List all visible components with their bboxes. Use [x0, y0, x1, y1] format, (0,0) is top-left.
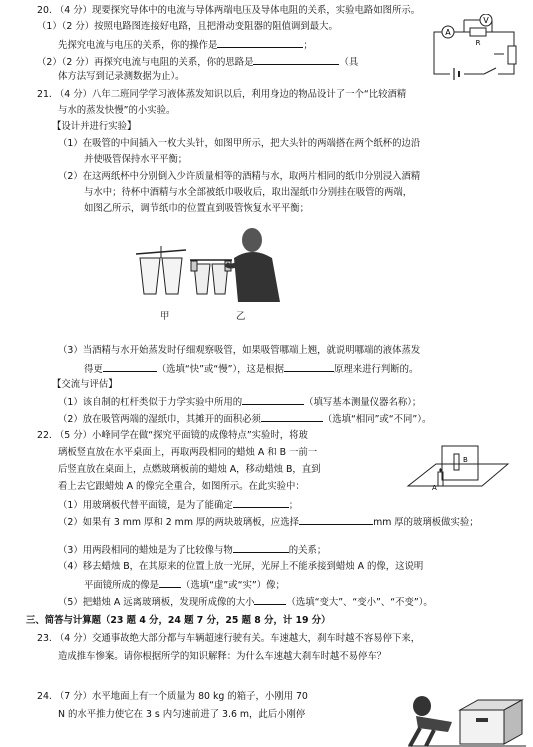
ammeter-label: A [445, 28, 451, 37]
wet-tissue-left [191, 261, 197, 271]
boy-legs [410, 728, 434, 746]
q23-line-1: 23. （4 分）交通事故绝大部分都与车辆超速行驶有关。车速越大，刹车时越不容易停下来， [37, 633, 421, 644]
candle-a-flame [439, 468, 442, 472]
answer-blank[interactable] [233, 542, 289, 553]
answer-blank[interactable] [299, 514, 373, 525]
voltmeter-label: V [483, 16, 489, 25]
rheostat-symbol [508, 46, 516, 64]
section-3-heading: 三、简答与计算题（23 题 4 分，24 题 7 分，25 题 8 分，计 19 分） [26, 615, 331, 626]
circuit-wire [434, 32, 514, 74]
answer-blank[interactable] [103, 361, 157, 372]
q21-step-1a: （1）在吸管的中间插入一枚大头针，如图甲所示，把大头针的两端搭在两个纸杯的边沿 [58, 138, 421, 149]
paper-cup-left [140, 258, 160, 294]
box-pushing-illustration [408, 692, 526, 747]
q20-line-1: 20. （4 分）现要探究导体中的电流与导体两端电压及导体电阻的关系，实验电路如图所示。 [37, 5, 421, 16]
q20-line-3: 先探究电流与电压的关系，你的操作是 ； [58, 37, 313, 52]
answer-blank[interactable] [261, 411, 323, 422]
q20-line-4: （2）（2 分）再探究电流与电阻的关系，你的思路是 （具 [37, 54, 358, 69]
lever-experiment-illustration [134, 224, 284, 312]
q21-eval-title: 【交流与评估】 [52, 379, 118, 390]
boy-head [413, 696, 431, 716]
answer-blank[interactable] [253, 54, 339, 65]
person-head [242, 228, 262, 252]
q21-line-1: 21. （4 分）八年二班同学学习液体蒸发知识以后，利用身边的物品设计了一个“比较酒精 [37, 89, 407, 100]
q24-line-1: 24. （7 分）水平地面上有一个质量为 80 kg 的箱子，小刚用 70 [37, 691, 308, 702]
q23-line-2: 造成推车惨案。请你根据所学的知识解释：为什么车速越大刹车时越不易停车？ [58, 651, 387, 662]
resistor-symbol [470, 28, 486, 36]
answer-blank[interactable] [254, 594, 286, 605]
q21-eval-1: （1）该自制的杠杆类似于力学实验中所用的 （填写基本测量仪器名称）； [58, 394, 421, 409]
resistor-label: R [475, 39, 481, 47]
q22-line-2: 璃板竖直放在水平桌面上，再取两段相同的蜡烛 A 和 B 一前一 [58, 447, 318, 458]
candle-b-label: B [463, 456, 468, 464]
q22-line-4: 看上去它跟蜡烛 A 的像完全重合，如图所示。在此实验中： [58, 481, 305, 492]
figure-label-a: 甲 [160, 311, 170, 322]
q21-step-2c: 如图乙所示，调节纸巾的位置直到吸管恢复水平平衡； [84, 203, 310, 214]
answer-blank[interactable] [159, 577, 181, 588]
q21-step-2a: （2）在这两纸杯中分别倒入少许质量相等的酒精与水，取两片相同的纸巾分别浸入酒精 [58, 171, 421, 182]
candle-a-label: A [432, 484, 437, 492]
q22-item-5: （5）把蜡烛 A 远离玻璃板，发现所成像的大小 （选填“变大”、“变小”、“不变”）。 [58, 594, 433, 609]
q21-step-2b: 与水中；待杯中酒精与水全部被纸巾吸收后，取出湿纸巾分别挂在吸管的两端， [84, 187, 413, 198]
q21-eval-2: （2）放在吸管两端的湿纸巾，其摊开的面积必须 （选填“相同”或“不同”）。 [58, 411, 431, 426]
paper-cup-right [162, 258, 182, 294]
q21-step-1b: 并使吸管保持水平平衡； [84, 154, 188, 165]
glass-plate [442, 446, 478, 480]
switch-gap [484, 70, 498, 78]
q20-line-2: （1）（2 分）按照电路图连接好电路，且把滑动变阻器的阻值调到最大。 [37, 21, 338, 32]
q22-item-4b: 平面镜所成的像是 （选填“虚”或“实”）像； [84, 577, 285, 592]
q22-line-3: 后竖直放在桌面上，点燃玻璃板前的蜡烛 A，移动蜡烛 B，直到 [58, 464, 321, 475]
q22-line-1: 22. （5 分）小峰同学在做“探究平面镜的成像特点”实验时，将玻 [37, 430, 308, 441]
q20-line-5: 体方法写到记录测数据为止）。 [58, 71, 185, 82]
plane-mirror-diagram [406, 440, 510, 502]
answer-blank[interactable] [233, 497, 289, 508]
q22-item-3: （3）用两段相同的蜡烛是为了比较像与物 的关系； [58, 542, 326, 557]
table-surface [408, 464, 508, 486]
battery-gap [450, 70, 464, 78]
person-arm [226, 264, 238, 266]
q24-line-2: N 的水平推力使它在 3 s 内匀速前进了 3.6 m，此后小刚停 [58, 709, 306, 720]
person-body [234, 252, 280, 302]
answer-blank[interactable] [284, 361, 334, 372]
q22-item-2: （2）如果有 3 mm 厚和 2 mm 厚的两块玻璃板，应选择 mm 厚的玻璃板做实验； [58, 514, 479, 529]
answer-blank[interactable] [217, 37, 303, 48]
circuit-diagram [428, 14, 520, 80]
q21-step-3b: 得更 （选填“快”或“慢”），这是根据 原理来进行判断的。 [84, 361, 418, 376]
box-front [460, 710, 504, 744]
q21-design-title: 【设计并进行实验】 [52, 121, 137, 132]
q22-item-4a: （4）移去蜡烛 B，在其原来的位置上放一光屏，光屏上不能承接到蜡烛 A 的像，这说明 [58, 561, 424, 572]
box-handle [476, 718, 488, 722]
answer-blank[interactable] [242, 394, 304, 405]
candle-b [454, 454, 459, 470]
boy-body [416, 716, 452, 732]
q21-line-2: 与水的蒸发快慢”的小实验。 [58, 105, 176, 116]
q21-step-3a: （3）当酒精与水开始蒸发时仔细观察吸管，如果吸管哪端上翘，就说明哪端的液体蒸发 [58, 345, 421, 356]
figure-label-b: 乙 [236, 311, 246, 322]
q22-item-1: （1）用玻璃板代替平面镜，是为了能确定 ； [58, 497, 298, 512]
